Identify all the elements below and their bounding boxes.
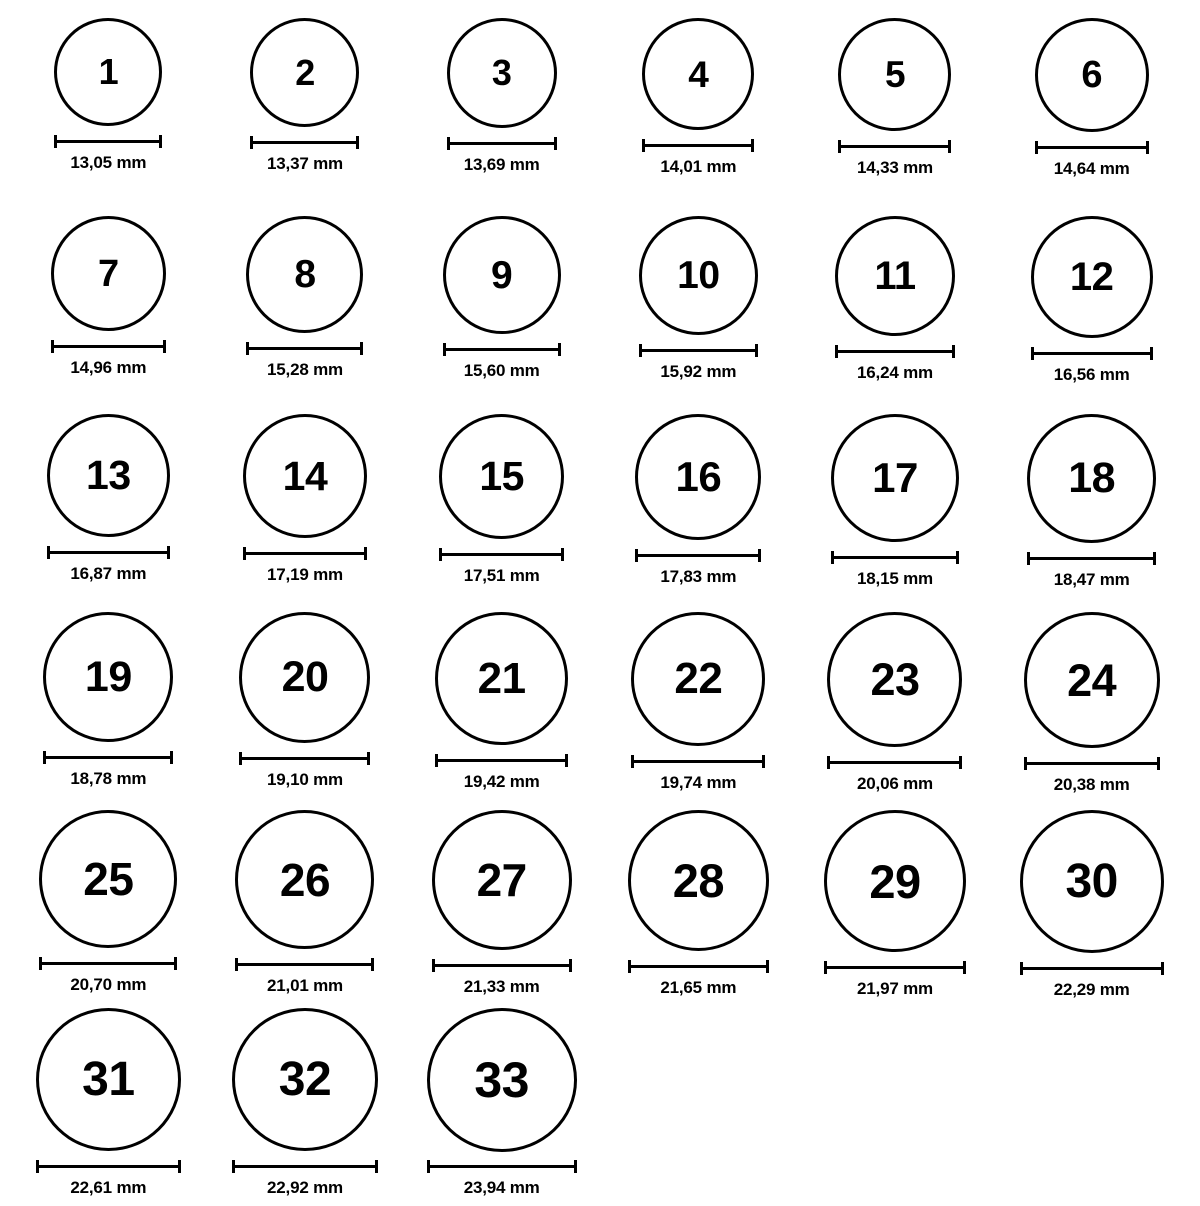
diameter-label: 21,97 mm <box>857 979 933 998</box>
ring-size-number: 14 <box>282 452 328 499</box>
diameter-label: 17,51 mm <box>463 566 540 585</box>
ring-size-number: 24 <box>1067 654 1117 706</box>
diameter-label: 19,74 mm <box>660 773 737 792</box>
ring-size-cell <box>10 18 206 208</box>
ring-size-cell <box>797 810 993 1000</box>
diameter-label: 16,56 mm <box>1053 365 1130 384</box>
diameter-label: 18,47 mm <box>1053 570 1130 589</box>
ring-size-cell <box>797 216 993 406</box>
ring-size-number: 20 <box>281 653 329 701</box>
ring-size-number: 30 <box>1065 854 1118 908</box>
ring-size-cell <box>600 414 796 604</box>
ring-size-number: 6 <box>1081 54 1102 96</box>
ring-circle <box>435 612 568 745</box>
diameter-label: 18,15 mm <box>857 569 933 588</box>
ring-size-number: 19 <box>84 652 132 701</box>
ring-circle <box>1020 810 1164 953</box>
ring-circle <box>835 216 955 336</box>
diameter-label: 22,29 mm <box>1053 980 1130 999</box>
ring-circle <box>54 18 162 126</box>
diameter-measure-bar <box>827 755 962 769</box>
ring-size-cell <box>207 18 403 208</box>
diameter-label: 16,24 mm <box>857 363 933 382</box>
ring-circle <box>39 810 177 948</box>
ring-size-number: 17 <box>872 454 918 501</box>
ring-size-cell <box>404 1008 600 1198</box>
diameter-measure-bar <box>43 750 173 764</box>
diameter-label: 21,33 mm <box>463 977 540 996</box>
ring-size-number: 26 <box>279 853 331 906</box>
diameter-label: 21,65 mm <box>660 978 737 997</box>
ring-size-cell <box>600 18 796 208</box>
diameter-measure-bar <box>1020 961 1164 975</box>
ring-size-number: 7 <box>98 252 119 295</box>
ring-size-cell <box>404 810 600 1000</box>
diameter-label: 14,01 mm <box>660 157 737 176</box>
ring-size-cell <box>994 810 1190 1000</box>
diameter-measure-bar <box>642 138 754 152</box>
ring-circle <box>631 612 765 746</box>
ring-circle <box>447 18 557 128</box>
ring-size-number: 18 <box>1068 454 1116 502</box>
diameter-measure-bar <box>235 957 374 971</box>
diameter-label: 20,70 mm <box>70 975 147 994</box>
diameter-measure-bar <box>824 960 966 974</box>
ring-size-number: 3 <box>491 52 512 93</box>
ring-size-cell <box>10 216 206 406</box>
diameter-measure-bar <box>47 545 170 559</box>
ring-circle <box>239 612 370 743</box>
ring-size-number: 21 <box>477 653 526 703</box>
ring-size-number: 15 <box>479 453 524 499</box>
diameter-measure-bar <box>232 1159 378 1173</box>
ring-size-number: 13 <box>86 452 131 498</box>
diameter-measure-bar <box>1035 140 1149 154</box>
ring-size-cell <box>797 18 993 208</box>
ring-size-cell <box>994 18 1190 208</box>
diameter-label: 22,61 mm <box>70 1178 147 1197</box>
diameter-label: 19,42 mm <box>463 772 540 791</box>
ring-size-number: 8 <box>294 253 316 296</box>
ring-circle <box>36 1008 181 1151</box>
diameter-label: 18,78 mm <box>70 769 147 788</box>
ring-size-cell <box>404 612 600 802</box>
diameter-measure-bar <box>1031 346 1153 360</box>
diameter-label: 14,96 mm <box>70 358 147 377</box>
ring-circle <box>443 216 561 334</box>
ring-size-number: 32 <box>278 1052 332 1106</box>
ring-size-number: 23 <box>870 654 920 705</box>
diameter-measure-bar <box>243 546 367 560</box>
diameter-measure-bar <box>443 342 561 356</box>
diameter-measure-bar <box>36 1159 181 1173</box>
ring-size-number: 11 <box>874 254 916 298</box>
ring-circle <box>47 414 170 537</box>
diameter-label: 14,33 mm <box>857 158 933 177</box>
ring-size-cell <box>600 612 796 802</box>
diameter-label: 22,92 mm <box>267 1178 343 1197</box>
ring-size-cell <box>994 414 1190 604</box>
ring-size-cell <box>404 216 600 406</box>
ring-size-cell <box>10 810 206 1000</box>
ring-circle <box>250 18 359 127</box>
diameter-label: 13,37 mm <box>267 154 343 173</box>
diameter-measure-bar <box>838 139 951 153</box>
diameter-measure-bar <box>1024 756 1160 770</box>
diameter-label: 23,94 mm <box>463 1178 540 1197</box>
ring-circle <box>827 612 962 747</box>
ring-size-number: 25 <box>83 853 134 905</box>
ring-size-cell <box>207 810 403 1000</box>
ring-size-number: 12 <box>1069 255 1114 299</box>
ring-size-number: 5 <box>884 54 906 95</box>
ring-size-number: 33 <box>474 1051 529 1108</box>
diameter-label: 13,69 mm <box>463 155 540 174</box>
ring-size-cell <box>10 1008 206 1198</box>
ring-circle <box>235 810 374 949</box>
ring-circle <box>635 414 761 540</box>
ring-circle <box>1035 18 1149 132</box>
ring-circle <box>838 18 951 131</box>
diameter-measure-bar <box>835 344 955 358</box>
diameter-measure-bar <box>427 1160 577 1173</box>
ring-size-number: 28 <box>672 854 724 907</box>
diameter-label: 15,28 mm <box>267 360 343 379</box>
diameter-measure-bar <box>1027 551 1156 565</box>
diameter-measure-bar <box>631 754 765 768</box>
ring-size-cell <box>404 414 600 604</box>
diameter-measure-bar <box>639 343 758 357</box>
diameter-label: 13,05 mm <box>70 153 147 172</box>
ring-circle <box>439 414 564 539</box>
ring-size-number: 27 <box>476 854 527 906</box>
ring-size-grid <box>10 18 1190 1206</box>
ring-circle <box>642 18 754 130</box>
ring-size-number: 4 <box>688 53 709 95</box>
diameter-label: 15,60 mm <box>463 361 540 380</box>
ring-size-number: 31 <box>82 1052 135 1106</box>
diameter-label: 16,87 mm <box>70 564 147 583</box>
diameter-measure-bar <box>250 135 359 149</box>
ring-size-number: 22 <box>674 654 723 703</box>
ring-size-cell <box>10 414 206 604</box>
diameter-label: 20,38 mm <box>1053 775 1130 794</box>
ring-size-cell <box>207 216 403 406</box>
diameter-measure-bar <box>432 958 572 972</box>
ring-circle <box>43 612 173 742</box>
diameter-label: 15,92 mm <box>660 362 737 381</box>
diameter-measure-bar <box>54 134 162 148</box>
ring-size-cell <box>207 414 403 604</box>
ring-size-cell <box>994 216 1190 406</box>
diameter-measure-bar <box>831 550 959 564</box>
ring-size-cell <box>600 810 796 1000</box>
ring-size-number: 9 <box>491 253 513 297</box>
ring-size-number: 29 <box>869 854 921 908</box>
ring-circle <box>51 216 166 331</box>
diameter-measure-bar <box>239 751 370 765</box>
ring-size-number: 2 <box>295 51 315 93</box>
diameter-label: 20,06 mm <box>857 774 933 793</box>
ring-circle <box>232 1008 378 1151</box>
ring-circle <box>427 1008 577 1152</box>
ring-size-cell <box>600 216 796 406</box>
ring-size-cell <box>404 18 600 208</box>
diameter-measure-bar <box>435 753 568 767</box>
ring-circle <box>1027 414 1156 543</box>
ring-size-cell <box>994 612 1190 802</box>
ring-circle <box>1024 612 1160 748</box>
ring-circle <box>639 216 758 335</box>
diameter-measure-bar <box>51 339 166 353</box>
ring-circle <box>432 810 572 950</box>
diameter-label: 17,19 mm <box>267 565 343 584</box>
ring-circle <box>1031 216 1153 338</box>
ring-size-cell <box>797 612 993 802</box>
diameter-measure-bar <box>246 341 363 355</box>
ring-size-cell <box>207 1008 403 1198</box>
diameter-measure-bar <box>447 136 557 150</box>
diameter-measure-bar <box>628 959 769 973</box>
ring-circle <box>246 216 363 333</box>
diameter-measure-bar <box>635 548 761 562</box>
diameter-label: 14,64 mm <box>1053 159 1130 178</box>
diameter-label: 17,83 mm <box>660 567 737 586</box>
ring-size-number: 1 <box>98 51 119 92</box>
diameter-measure-bar <box>39 956 177 970</box>
ring-size-cell <box>797 414 993 604</box>
ring-size-number: 16 <box>675 453 722 500</box>
ring-circle <box>831 414 959 542</box>
ring-size-cell <box>207 612 403 802</box>
diameter-label: 21,01 mm <box>267 976 343 995</box>
ring-circle <box>628 810 769 951</box>
ring-circle <box>824 810 966 952</box>
ring-size-number: 10 <box>677 254 720 297</box>
diameter-measure-bar <box>439 547 564 561</box>
ring-circle <box>243 414 367 538</box>
ring-size-cell <box>10 612 206 802</box>
diameter-label: 19,10 mm <box>267 770 343 789</box>
